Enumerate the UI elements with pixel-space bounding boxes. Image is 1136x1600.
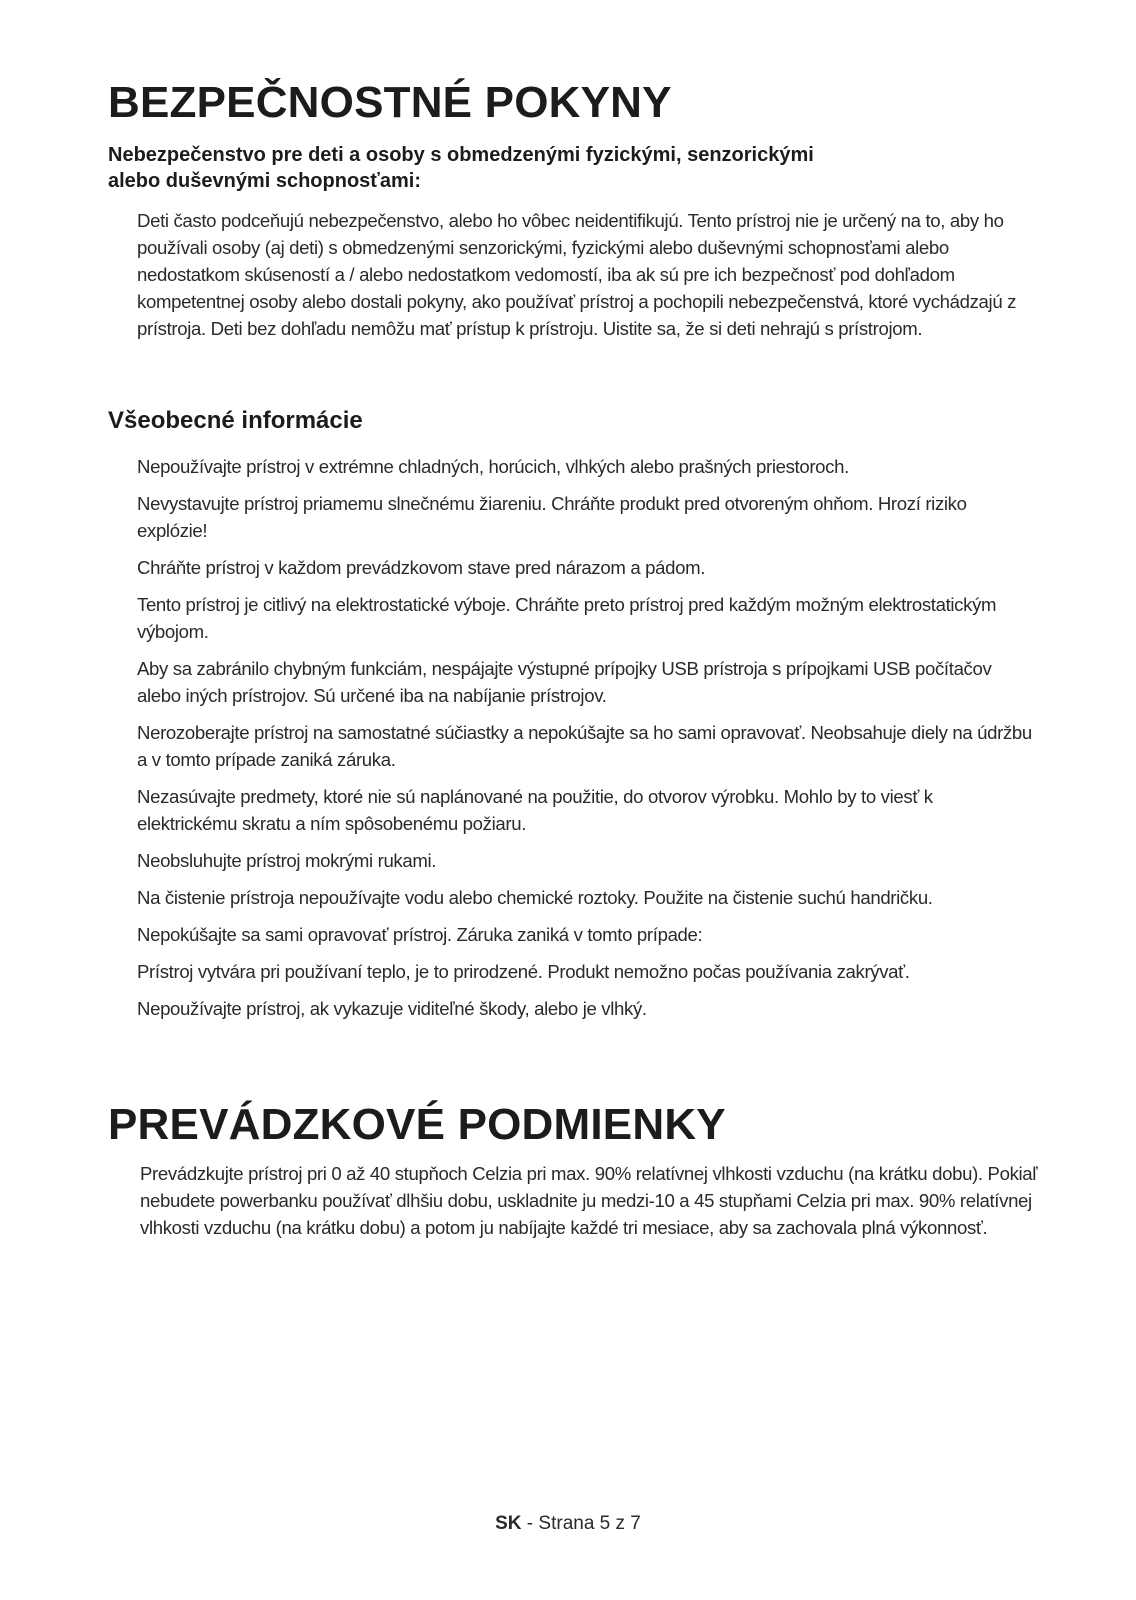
list-item: Nepoužívajte prístroj, ak vykazuje viditeľné škody, alebo je vlhký. — [137, 998, 647, 1019]
list-item: Nevystavujte prístroj priamemu slnečnému žiareniu. Chráňte produkt pred otvoreným ohňom. Hrozí riziko explózie! — [137, 493, 967, 541]
danger-paragraph: Deti často podceňujú nebezpečenstvo, alebo ho vôbec neidentifikujú. Tento prístroj nie je určený na to, aby ho používali osoby (aj deti) s obmedzenými senzorickými, fyzickými alebo duševnými schopnosťami alebo nedostatkom skúseností a / alebo nedostatkom vedomostí, iba ak sú pre ich bezpečnosť pod dohľadom kompetentnej osoby alebo dostali pokyny, ako používať prístroj a pochopili nebezpečenstvá, ktoré vychádzajú z prístroja. Deti bez dohľadu nemôžu mať prístup k prístroju. Uistite sa, že si deti nehrajú s prístrojom. — [137, 210, 1017, 339]
danger-heading-line2: alebo duševnými schopnosťami: — [108, 170, 421, 192]
operating-conditions-paragraph: Prevádzkujte prístroj pri 0 až 40 stupňoch Celzia pri max. 90% relatívnej vlhkosti vzduchu (na krátku dobu). Pokiaľ nebudete powerbanku používať dlhšiu dobu, uskladnite ju medzi-10 a 45 stupňami Celzia pri max. 90% relatívnej vlhkosti vzduchu (na krátku dobu) a potom ju nabíjajte každé tri mesiace, aby sa zachovala plná výkonnosť. — [140, 1163, 1038, 1238]
language-code: SK — [495, 1513, 522, 1534]
general-info-list — [137, 453, 1037, 1032]
list-item: Na čistenie prístroja nepoužívajte vodu alebo chemické roztoky. Použite na čistenie suchú handričku. — [137, 887, 933, 908]
footer-separator: - — [521, 1513, 539, 1534]
danger-heading — [108, 142, 928, 194]
danger-heading-line1: Nebezpečenstvo pre deti a osoby s obmedzenými fyzickými, senzorickými — [108, 144, 814, 166]
safety-title: BEZPEČNOSTNÉ POKYNY — [108, 78, 672, 127]
list-item: Nepoužívajte prístroj v extrémne chladných, horúcich, vlhkých alebo prašných priestoroch. — [137, 456, 849, 477]
list-item: Aby sa zabránilo chybným funkciám, nespájajte výstupné prípojky USB prístroja s prípojkami USB počítačov alebo iných prístrojov. Sú určené iba na nabíjanie prístrojov. — [137, 658, 992, 706]
operating-conditions-title: PREVÁDZKOVÉ PODMIENKY — [108, 1100, 726, 1149]
list-item: Nerozoberajte prístroj na samostatné súčiastky a nepokúšajte sa ho sami opravovať. Neobsahuje diely na údržbu a v tomto prípade zaniká záruka. — [137, 722, 1032, 770]
page-number: Strana 5 z 7 — [538, 1513, 641, 1534]
list-item: Neobsluhujte prístroj mokrými rukami. — [137, 850, 437, 871]
page-footer — [0, 1513, 1136, 1535]
list-item: Nezasúvajte predmety, ktoré nie sú naplánované na použitie, do otvorov výrobku. Mohlo by to viesť k elektrickému skratu a ním spôsobenému požiaru. — [137, 786, 933, 834]
list-item: Nepokúšajte sa sami opravovať prístroj. Záruka zaniká v tomto prípade: — [137, 924, 703, 945]
list-item: Chráňte prístroj v každom prevádzkovom stave pred nárazom a pádom. — [137, 557, 706, 578]
general-info-heading: Všeobecné informácie — [108, 407, 363, 434]
list-item: Tento prístroj je citlivý na elektrostatické výboje. Chráňte preto prístroj pred každým možným elektrostatickým výbojom. — [137, 594, 997, 642]
list-item: Prístroj vytvára pri používaní teplo, je to prirodzené. Produkt nemožno počas používania zakrývať. — [137, 961, 910, 982]
